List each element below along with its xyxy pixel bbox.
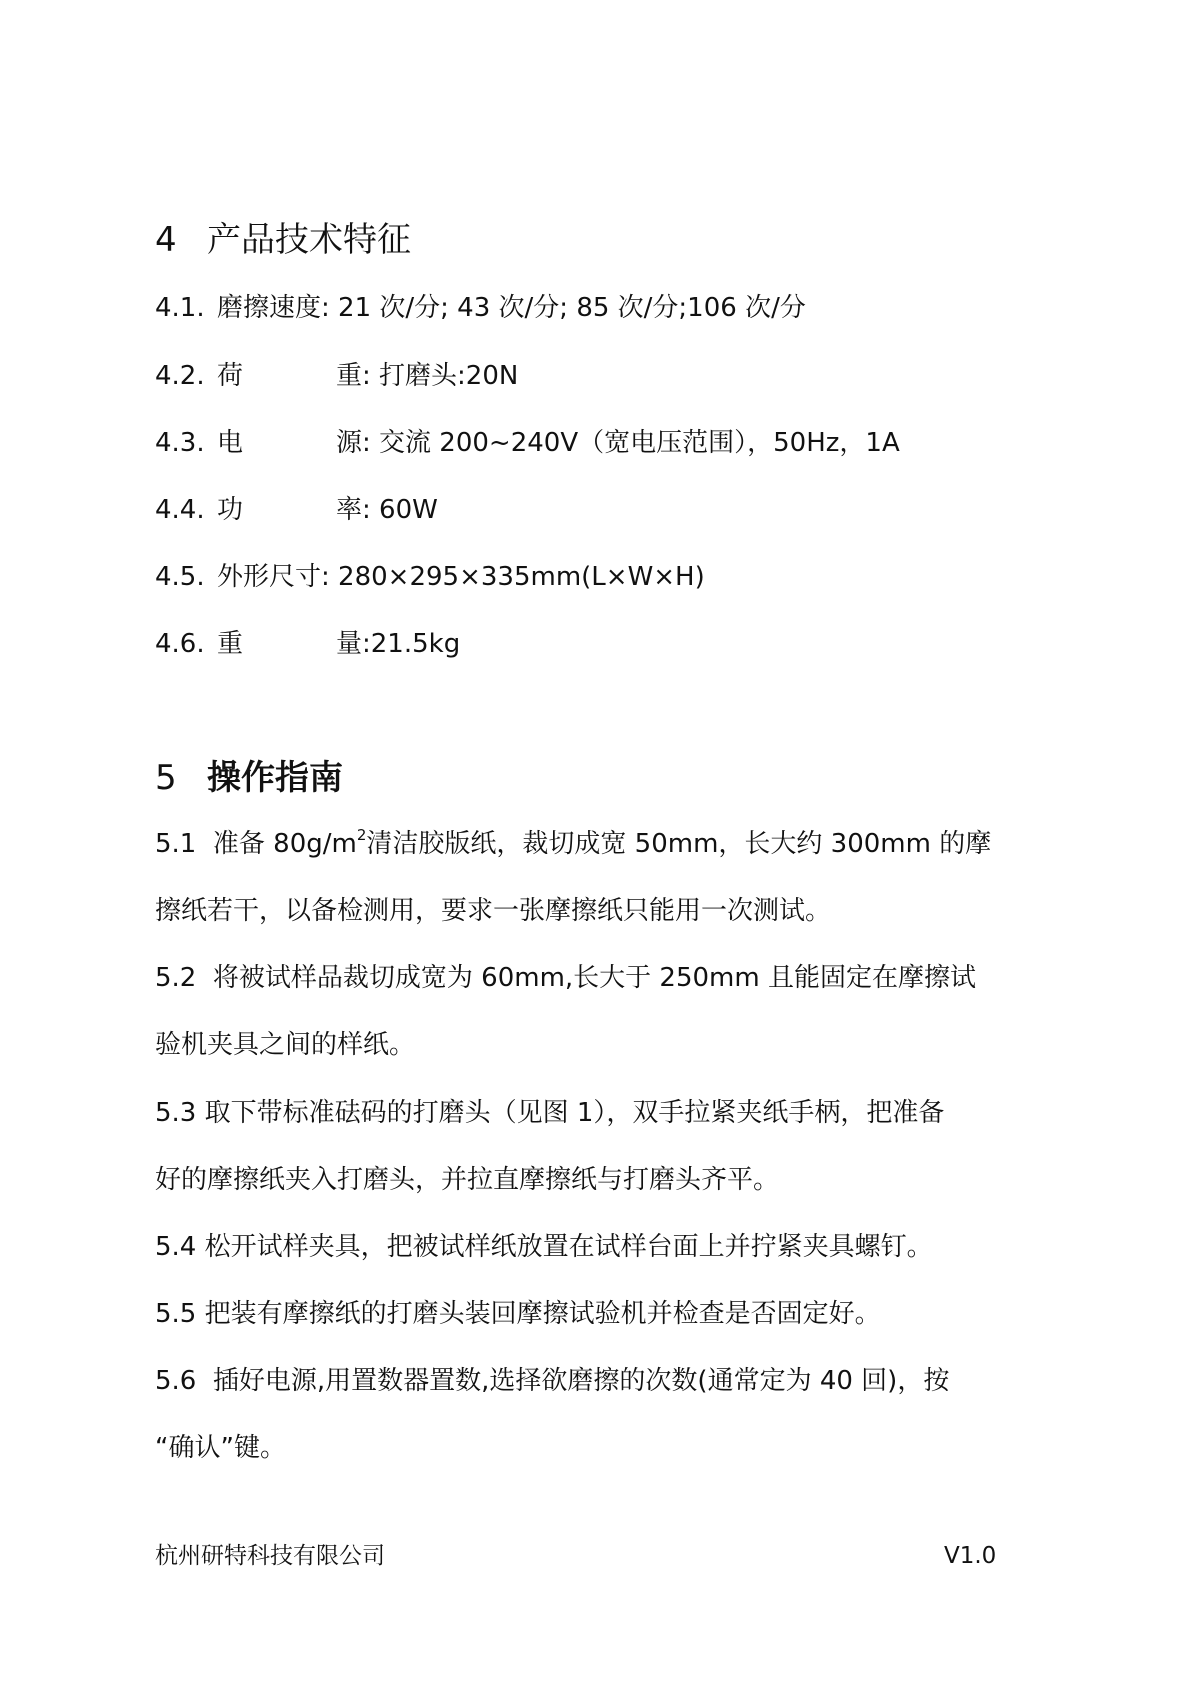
section-number: 4 (155, 220, 177, 260)
paragraph-5-2-line-2 (155, 1029, 1055, 1061)
spec-label: 重量 (217, 629, 362, 659)
paragraph-5-3-line-2 (155, 1164, 1055, 1196)
spec-separator: : (362, 495, 380, 525)
spec-row-power-supply (155, 427, 900, 459)
superscript: 2 (356, 826, 367, 844)
spec-row-weight (155, 628, 460, 660)
paragraph-text: 清洁胶版纸，裁切成宽 50mm，长大约 300mm 的摩 (366, 829, 992, 859)
spec-row-speed (155, 292, 806, 324)
spec-number: 4.3. (155, 428, 205, 458)
section-number: 5 (155, 758, 177, 798)
section-5-heading (155, 758, 343, 798)
section-title: 操作指南 (207, 758, 343, 798)
spec-row-load (155, 360, 518, 392)
spec-separator: : (362, 361, 380, 391)
paragraph-number: 5.6 (155, 1366, 197, 1396)
spec-value: 21 次/分; 43 次/分; 85 次/分;106 次/分 (338, 293, 806, 323)
paragraph-number: 5.2 (155, 963, 197, 993)
paragraph-5-5 (155, 1298, 1055, 1330)
spec-row-power (155, 494, 438, 526)
spec-label: 磨擦速度 (217, 293, 322, 323)
paragraph-text: 准备 80g/m (212, 829, 357, 859)
spec-number: 4.1. (155, 293, 205, 323)
spec-number: 4.6. (155, 629, 205, 659)
paragraph-number: 5.4 (155, 1232, 197, 1262)
paragraph-text: 把装有摩擦纸的打磨头装回摩擦试验机并检查是否固定好。 (204, 1299, 881, 1329)
paragraph-text: “确认”键。 (155, 1433, 286, 1463)
footer-company: 杭州研特科技有限公司 (155, 1543, 385, 1569)
spec-label: 功率 (217, 495, 362, 525)
paragraph-5-1-line-2 (155, 895, 1055, 927)
paragraph-5-6-line-1 (155, 1365, 1055, 1397)
spec-separator: : (362, 428, 380, 458)
section-title: 产品技术特征 (207, 220, 411, 260)
paragraph-text: 松开试样夹具，把被试样纸放置在试样台面上并拧紧夹具螺钉。 (204, 1232, 933, 1262)
spec-value: 打磨头:20N (379, 361, 519, 391)
spec-number: 4.2. (155, 361, 205, 391)
spec-value: 280×295×335mm(L×W×H) (338, 562, 705, 592)
spec-value: 60W (379, 495, 438, 525)
spec-row-dimensions (155, 561, 705, 593)
paragraph-number: 5.1 (155, 829, 197, 859)
spec-separator: : (321, 293, 339, 323)
paragraph-text: 取下带标准砝码的打磨头（见图 1），双手拉紧夹纸手柄，把准备 (204, 1098, 945, 1128)
spec-label: 荷重 (217, 361, 362, 391)
paragraph-5-1-line-1 (155, 828, 1055, 860)
paragraph-text: 将被试样品裁切成宽为 60mm,长大于 250mm 且能固定在摩擦试 (212, 963, 976, 993)
paragraph-5-4 (155, 1231, 1055, 1263)
section-4-heading (155, 220, 411, 260)
paragraph-text: 插好电源,用置数器置数,选择欲磨擦的次数(通常定为 40 回)，按 (212, 1366, 950, 1396)
paragraph-text: 好的摩擦纸夹入打磨头，并拉直摩擦纸与打磨头齐平。 (155, 1165, 780, 1195)
paragraph-text: 擦纸若干，以备检测用，要求一张摩擦纸只能用一次测试。 (155, 896, 832, 926)
spec-value: 交流 200~240V（宽电压范围），50Hz，1A (379, 428, 900, 458)
spec-number: 4.5. (155, 562, 205, 592)
paragraph-number: 5.5 (155, 1299, 197, 1329)
spec-separator: : (321, 562, 339, 592)
paragraph-text: 验机夹具之间的样纸。 (155, 1030, 416, 1060)
spec-number: 4.4. (155, 495, 205, 525)
spec-separator: : (362, 629, 371, 659)
spec-label: 外形尺寸 (217, 562, 322, 592)
paragraph-5-2-line-1 (155, 962, 1055, 994)
paragraph-number: 5.3 (155, 1098, 197, 1128)
footer-version: V1.0 (944, 1543, 997, 1569)
paragraph-5-3-line-1 (155, 1097, 1055, 1129)
paragraph-5-6-line-2 (155, 1432, 1055, 1464)
spec-label: 电源 (217, 428, 362, 458)
spec-value: 21.5kg (370, 629, 461, 659)
